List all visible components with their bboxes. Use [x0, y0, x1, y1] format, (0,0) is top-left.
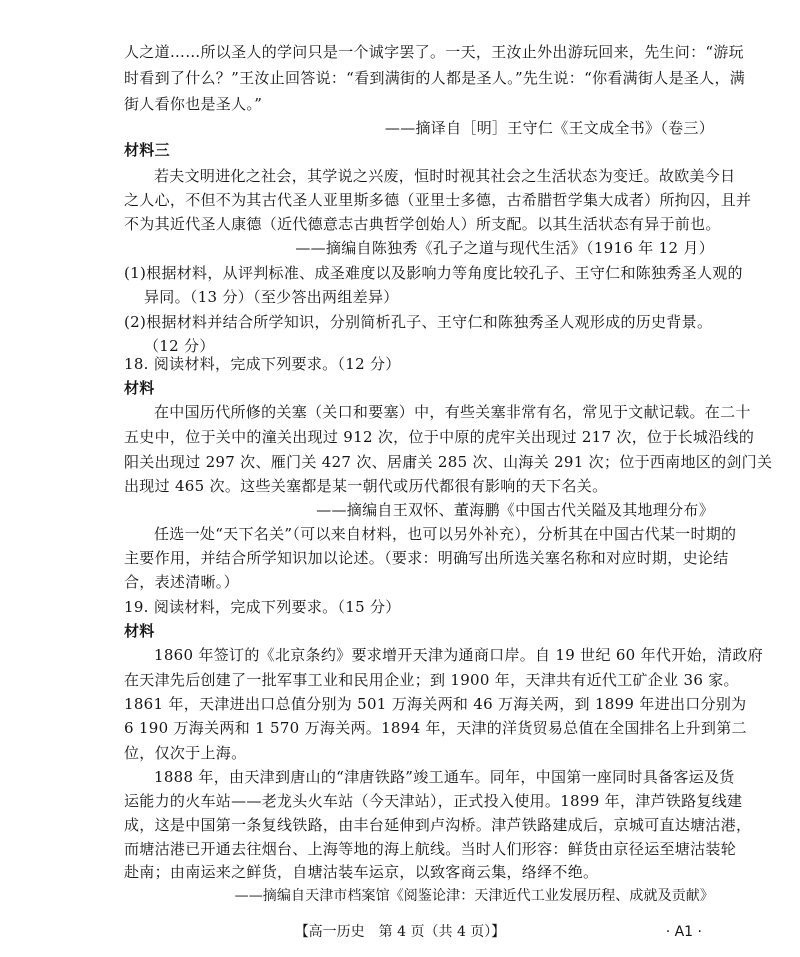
q19-para2-line-5: 赴南；由南运来之鲜货，自塘沽装车运京，以致客商云集，络绎不绝。 [124, 863, 599, 881]
q18-material-line-1: 在中国历代所修的关塞（关口和要塞）中，有些关塞非常有名，常见于文献记载。在二十 [154, 403, 751, 421]
material3-line-2: 之人心，不但不为其古代圣人亚里斯多德（亚里士多德，古希腊哲学集大成者）所拘囚，且并 [124, 191, 752, 209]
q18-title: 18. 阅读材料，完成下列要求。（12 分） [124, 355, 401, 373]
q18-material-heading: 材料 [124, 379, 155, 397]
material3-line-3: 不为其近代圣人康德（近代德意志古典哲学创始人）所支配。以其生活状态有异于前也。 [124, 215, 721, 233]
q19-para1-line-5: 位，仅次于上海。 [124, 744, 247, 762]
q17-part2-line-1: (2)根据材料并结合所学知识，分别简析孔子、王守仁和陈独秀圣人观形成的历史背景。 [124, 313, 713, 331]
q19-material-heading: 材料 [124, 622, 155, 640]
q19-para1-line-4: 6 190 万海关两和 1 570 万海关两。1894 年，天津的洋货贸易总值在全国排名上升到第二 [124, 719, 747, 737]
q17-part2-line-2: （12 分） [144, 337, 215, 355]
footer-page-label: 【高一历史 第 4 页（共 4 页）】 [294, 924, 506, 940]
q18-question-line-1: 任选一处“天下名关”（可以来自材料，也可以另外补充），分析其在中国古代某一时期的 [154, 525, 737, 543]
q18-question-line-2: 主要作用，并结合所学知识加以论述。（要求：明确写出所选关塞名称和对应时期，史论结 [124, 549, 729, 567]
q19-para2-line-1: 1888 年，由天津到唐山的“津唐铁路”竣工通车。同年，中国第一座同时具备客运及货 [154, 768, 735, 786]
q19-source: ——摘编自天津市档案馆《阅鉴论津：天津近代工业发展历程、成就及贡献》 [234, 888, 714, 904]
material3-line-1: 若夫文明进化之社会，其学说之兴废，恒时时视其社会之生活状态为变迁。故欧美今日 [154, 167, 736, 185]
q19-para1-line-3: 1861 年，天津进出口总值分别为 501 万海关两和 46 万海关两，到 1899 年进出口分别为 [124, 695, 747, 713]
material3-heading: 材料三 [124, 141, 170, 159]
top-quote-source: ——摘译自［明］王守仁《王文成全书》（卷三） [384, 119, 714, 137]
q18-source: ——摘编自王双怀、董海鹏《中国古代关隘及其地理分布》 [316, 501, 714, 519]
top-quote-line-1: 人之道……所以圣人的学问只是一个诚字罢了。一天，王汝止外出游玩回来，先生问：“游玩 [124, 43, 744, 61]
page-footer [0, 922, 800, 942]
q18-question-line-3: 合，表述清晰。） [124, 573, 239, 591]
q18-material-line-4: 出现过 465 次。这些关塞都是某一朝代或历代都很有影响的天下名关。 [124, 477, 608, 495]
footer-code: · A1 · [665, 924, 702, 940]
material3-source: ——摘编自陈独秀《孔子之道与现代生活》（1916 年 12 月） [295, 239, 714, 257]
top-quote-line-3: 街人看你也是圣人。” [124, 95, 263, 113]
q18-material-line-3: 阳关出现过 297 次、雁门关 427 次、居庸关 285 次、山海关 291 次；位于西南地区的剑门关 [124, 453, 773, 471]
q19-para1-line-2: 在天津先后创建了一批军事工业和民用企业；到 1900 年，天津共有近代工矿企业 36 家。 [124, 671, 739, 689]
top-quote-line-2: 时看到了什么？”王汝止回答说：“看到满街的人都是圣人。”先生说：“你看满街人是圣人，满 [124, 69, 746, 87]
q17-part1-line-2: 异同。（13 分）（至少答出两组差异） [144, 288, 399, 306]
q19-para2-line-3: 成，这是中国第一条复线铁路，由丰台延伸到卢沟桥。津芦铁路建成后，京城可直达塘沽港， [124, 816, 752, 834]
q17-part1-line-1: (1)根据材料，从评判标准、成圣难度以及影响力等角度比较孔子、王守仁和陈独秀圣人观的 [124, 264, 743, 282]
q19-para2-line-4: 而塘沽港已开通去往烟台、上海等地的海上航线。当时人们形容：鲜货由京径运至塘沽装轮 [124, 840, 737, 858]
q18-material-line-2: 五史中，位于关中的潼关出现过 912 次，位于中原的虎牢关出现过 217 次，位于长城沿线的 [124, 428, 755, 446]
q19-title: 19. 阅读材料，完成下列要求。（15 分） [124, 598, 401, 616]
q19-para2-line-2: 运能力的火车站——老龙头火车站（今天津站），正式投入使用。1899 年，津芦铁路复线建 [124, 792, 743, 810]
q19-para1-line-1: 1860 年签订的《北京条约》要求增开天津为通商口岸。自 19 世纪 60 年代开始，清政府 [154, 646, 763, 664]
